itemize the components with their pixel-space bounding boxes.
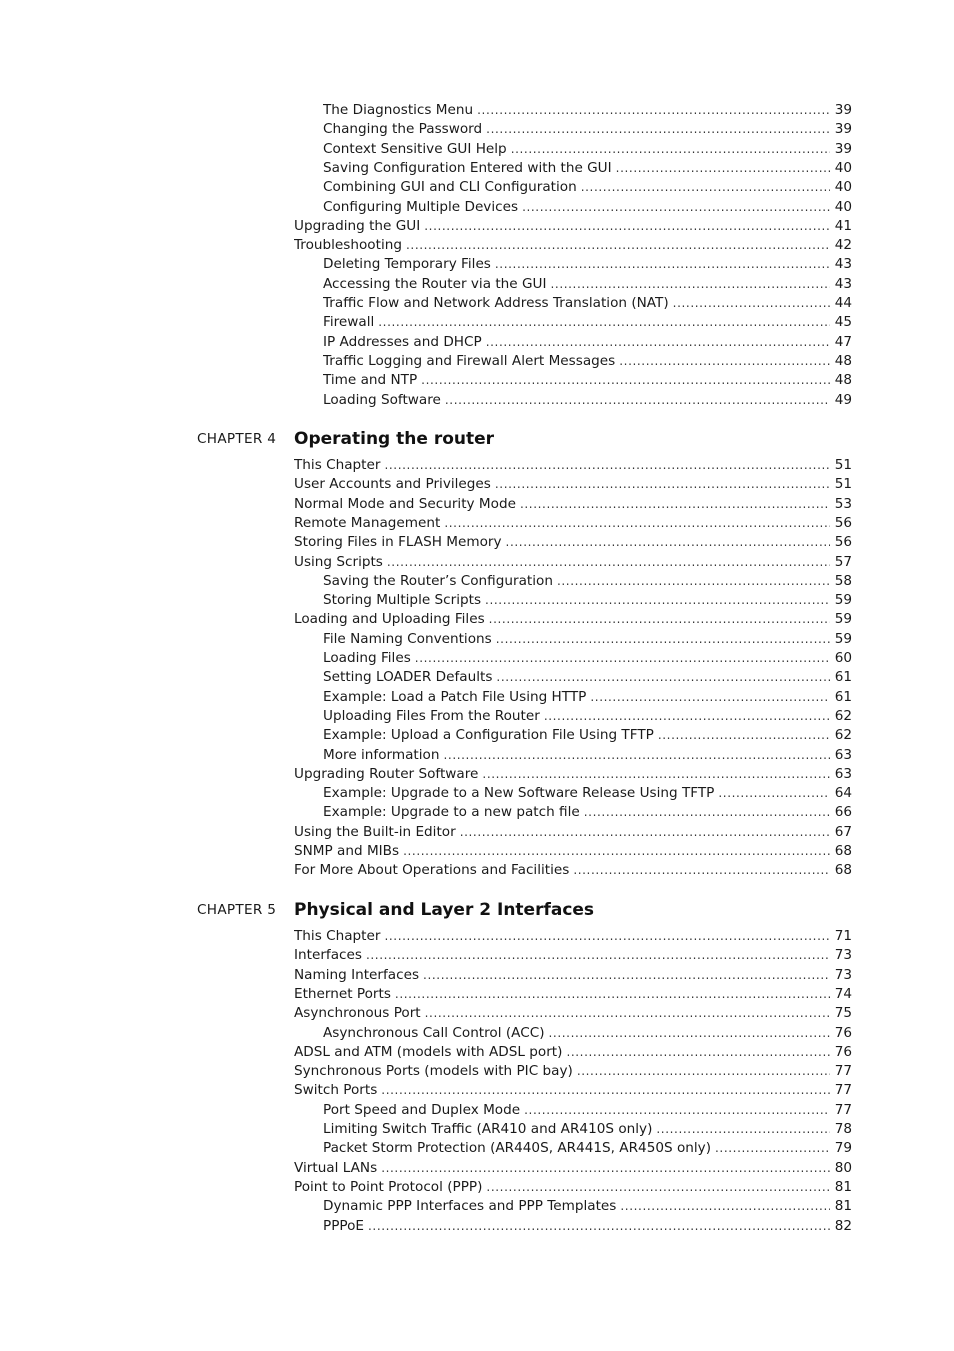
toc-entry[interactable] (323, 255, 852, 274)
dot-leader (495, 255, 830, 274)
toc-entry[interactable] (323, 707, 852, 726)
toc-entry[interactable] (294, 456, 852, 475)
toc-entry-title: Example: Upload a Configuration File Using TFTP (323, 727, 654, 744)
toc-entry[interactable] (294, 514, 852, 533)
toc-entry-title: Example: Load a Patch File Using HTTP (323, 688, 587, 705)
dot-leader (616, 159, 830, 178)
toc-entry-page-number: 67 (834, 823, 852, 840)
toc-entry-title: For More About Operations and Facilities (294, 862, 570, 879)
toc-entry-title: Configuring Multiple Devices (323, 198, 519, 215)
toc-entry-page-number: 40 (834, 159, 852, 176)
toc-entry-title: ADSL and ATM (models with ADSL port) (294, 1043, 563, 1060)
toc-entry-page-number: 59 (834, 611, 852, 628)
toc-entry-title: Saving Configuration Entered with the GUI (323, 159, 612, 176)
toc-entry-title: Firewall (323, 314, 375, 331)
toc-entry[interactable] (323, 1120, 852, 1139)
toc-entry-title: Deleting Temporary Files (323, 256, 491, 273)
toc-entry-page-number: 73 (834, 947, 852, 964)
toc-entry[interactable] (294, 861, 852, 880)
toc-entry[interactable] (323, 784, 852, 803)
toc-entry-page-number: 68 (834, 843, 852, 859)
dot-leader (524, 1101, 830, 1120)
toc-entry-page-number: 51 (834, 457, 852, 473)
toc-entry[interactable] (294, 842, 852, 861)
toc-entry-page-number: 40 (834, 198, 852, 215)
toc-entry-title: Synchronous Ports (models with PIC bay) (294, 1063, 573, 1080)
dot-leader (415, 649, 830, 668)
toc-entry-page-number: 77 (834, 1101, 852, 1118)
toc-entry-title: User Accounts and Privileges (294, 476, 491, 493)
toc-entry-page-number: 58 (834, 572, 852, 589)
toc-entry-title: More information (323, 746, 440, 763)
dot-leader (403, 842, 830, 861)
dot-leader (482, 765, 830, 784)
toc-entry-page-number: 59 (834, 592, 852, 609)
toc-entry-title: Upgrading Router Software (294, 765, 479, 782)
toc-entry-page-number: 45 (834, 314, 852, 331)
toc-entry-page-number: 43 (834, 256, 852, 273)
dot-leader (460, 823, 830, 842)
toc-entry-title: This Chapter (294, 928, 381, 944)
toc-entry[interactable] (323, 140, 852, 159)
toc-entry[interactable] (323, 1101, 852, 1120)
dot-leader (549, 1024, 831, 1043)
toc-entry[interactable] (323, 688, 852, 707)
dot-leader (381, 1159, 830, 1178)
toc-entry-title: Ethernet Ports (294, 985, 391, 1002)
chapter-title: Operating the router (294, 429, 495, 449)
toc-entry-title: Loading and Uploading Files (294, 611, 485, 628)
toc-entry-page-number: 76 (834, 1024, 852, 1041)
toc-entry-page-number: 66 (834, 804, 852, 821)
toc-entry-page-number: 68 (834, 862, 852, 879)
chapter-label: CHAPTER 4 (197, 431, 277, 447)
toc-entry[interactable] (323, 198, 852, 217)
toc-entry-title: Context Sensitive GUI Help (323, 140, 507, 157)
toc-entry[interactable] (294, 610, 852, 629)
toc-entry-page-number: 73 (834, 966, 852, 983)
toc-entry-page-number: 39 (834, 121, 852, 138)
dot-leader (550, 275, 830, 294)
dot-leader (486, 1178, 830, 1197)
dot-leader (366, 946, 830, 965)
dot-leader (395, 985, 830, 1004)
toc-entry[interactable] (323, 333, 852, 352)
toc-entry-title: Naming Interfaces (294, 966, 420, 983)
toc-entry[interactable] (323, 803, 852, 822)
toc-entry[interactable] (323, 1197, 852, 1216)
dot-leader (656, 1120, 830, 1139)
toc-entry-page-number: 42 (834, 237, 852, 254)
toc-entry-title: PPPoE (323, 1217, 365, 1234)
dot-leader (658, 726, 830, 745)
toc-entry-title: Uploading Files From the Router (323, 707, 540, 724)
toc-entry[interactable] (294, 765, 852, 784)
toc-entry-page-number: 47 (834, 333, 852, 350)
toc-entry[interactable] (323, 120, 852, 139)
dot-leader (384, 927, 830, 946)
toc-entry[interactable] (294, 553, 852, 572)
dot-leader (424, 217, 830, 236)
toc-entry-page-number: 39 (834, 102, 852, 118)
toc-entry[interactable] (294, 1004, 852, 1023)
toc-entry[interactable] (323, 101, 852, 120)
toc-entry[interactable] (323, 1217, 852, 1236)
toc-entry-page-number: 44 (834, 295, 852, 311)
toc-entry-page-number: 74 (834, 985, 852, 1002)
dot-leader (384, 456, 830, 475)
toc-entry-title: Accessing the Router via the GUI (323, 275, 547, 292)
toc-entry-title: SNMP and MIBs (294, 843, 400, 859)
toc-entry-page-number: 61 (834, 688, 852, 705)
toc-entry-title: Combining GUI and CLI Configuration (323, 179, 577, 196)
dot-leader (496, 668, 830, 687)
toc-entry-title: Remote Management (294, 514, 441, 531)
toc-entry-title: The Diagnostics Menu (323, 102, 474, 118)
toc-entry-page-number: 39 (834, 140, 852, 157)
toc-entry[interactable] (323, 726, 852, 745)
toc-entry[interactable] (294, 1081, 852, 1100)
toc-entry[interactable] (323, 159, 852, 178)
dot-leader (522, 198, 830, 217)
toc-entry[interactable] (294, 475, 852, 494)
dot-leader (421, 371, 830, 390)
dot-leader (506, 533, 830, 552)
toc-entry[interactable] (323, 1024, 852, 1043)
toc-entry-page-number: 75 (834, 1005, 852, 1022)
toc-entry-page-number: 48 (834, 372, 852, 389)
dot-leader (573, 861, 830, 880)
toc-entry-title: This Chapter (294, 457, 381, 473)
toc-entry-title: Time and NTP (323, 372, 418, 389)
dot-leader (566, 1043, 830, 1062)
dot-leader (486, 333, 830, 352)
toc-entry-title: Changing the Password (323, 121, 483, 138)
toc-entry-title: Example: Upgrade to a new patch file (323, 804, 580, 821)
dot-leader (544, 707, 830, 726)
toc-entry[interactable] (294, 823, 852, 842)
toc-entry-page-number: 51 (834, 476, 852, 493)
dot-leader (444, 514, 830, 533)
toc-entry-page-number: 77 (834, 1063, 852, 1080)
dot-leader (378, 313, 830, 332)
toc-entry-title: Storing Files in FLASH Memory (294, 534, 502, 551)
dot-leader (425, 1004, 830, 1023)
dot-leader (368, 1217, 830, 1236)
toc-entry[interactable] (323, 746, 852, 765)
toc-entry[interactable] (323, 591, 852, 610)
toc-entry-page-number: 56 (834, 534, 852, 551)
toc-entry-page-number: 64 (834, 785, 852, 802)
toc-entry-page-number: 81 (834, 1198, 852, 1215)
toc-entry-title: Dynamic PPP Interfaces and PPP Templates (323, 1198, 617, 1215)
toc-entry-title: Limiting Switch Traffic (AR410 and AR410S only) (323, 1121, 653, 1137)
toc-entry[interactable] (294, 217, 852, 236)
toc-entry[interactable] (294, 1159, 852, 1178)
toc-entry-title: Normal Mode and Security Mode (294, 495, 516, 512)
toc-entry-title: Switch Ports (294, 1082, 378, 1099)
toc-entry-page-number: 62 (834, 727, 852, 744)
toc-entry-title: Setting LOADER Defaults (323, 669, 493, 686)
dot-leader (511, 140, 830, 159)
toc-entry-page-number: 61 (834, 669, 852, 686)
toc-entry-title: Traffic Logging and Firewall Alert Messages (323, 352, 616, 369)
dot-leader (620, 1197, 830, 1216)
toc-entry[interactable] (294, 946, 852, 965)
toc-entry-title: Traffic Flow and Network Address Translation (NAT) (323, 295, 669, 311)
toc-entry[interactable] (323, 352, 852, 371)
dot-leader (673, 294, 830, 313)
dot-leader (584, 803, 830, 822)
toc-entry[interactable] (294, 495, 852, 514)
dot-leader (496, 630, 830, 649)
dot-leader (495, 475, 830, 494)
toc-entry-title: Asynchronous Call Control (ACC) (323, 1024, 545, 1041)
toc-entry[interactable] (323, 275, 852, 294)
toc-entry[interactable] (294, 533, 852, 552)
toc-entry[interactable] (323, 294, 852, 313)
toc-entry[interactable] (323, 668, 852, 687)
dot-leader (485, 591, 830, 610)
dot-leader (445, 391, 830, 410)
toc-entry-title: Packet Storm Protection (AR440S, AR441S, AR450S only) (323, 1140, 711, 1157)
toc-entry-page-number: 53 (834, 495, 852, 512)
toc-entry-page-number: 60 (834, 650, 852, 666)
toc-entry-title: Asynchronous Port (294, 1005, 421, 1022)
toc-entry-title: Using the Built-in Editor (294, 823, 456, 840)
dot-leader (557, 572, 830, 591)
toc-entry-title: Point to Point Protocol (PPP) (294, 1178, 483, 1195)
toc-entry[interactable] (294, 927, 852, 946)
toc-entry[interactable] (323, 572, 852, 591)
toc-entry[interactable] (323, 1139, 852, 1158)
dot-leader (489, 610, 830, 629)
toc-entry-page-number: 77 (834, 1082, 852, 1099)
toc-entry-title: Upgrading the GUI (294, 217, 421, 234)
toc-entry-page-number: 56 (834, 514, 852, 531)
toc-entry-title: Loading Files (323, 650, 411, 666)
toc-entry[interactable] (294, 985, 852, 1004)
toc-entry[interactable] (323, 649, 852, 668)
toc-entry-page-number: 59 (834, 630, 852, 647)
toc-entry[interactable] (294, 1178, 852, 1197)
dot-leader (486, 120, 830, 139)
toc-entry-page-number: 76 (834, 1043, 852, 1060)
toc-entry[interactable] (323, 371, 852, 390)
dot-leader (477, 101, 830, 120)
dot-leader (577, 1062, 830, 1081)
toc-entry-page-number: 48 (834, 352, 852, 369)
toc-entry-title: IP Addresses and DHCP (323, 333, 482, 350)
toc-entry-title: Port Speed and Duplex Mode (323, 1101, 521, 1118)
toc-entry-title: Using Scripts (294, 553, 383, 570)
toc-entry-page-number: 43 (834, 275, 852, 292)
dot-leader (381, 1081, 830, 1100)
toc-entry-page-number: 63 (834, 765, 852, 782)
toc-entry-page-number: 79 (834, 1140, 852, 1157)
toc-entry-title: Storing Multiple Scripts (323, 592, 482, 609)
toc-entry[interactable] (294, 966, 852, 985)
toc-entry-title: Virtual LANs (294, 1159, 378, 1176)
toc-entry[interactable] (294, 1043, 852, 1062)
dot-leader (581, 178, 830, 197)
toc-entry[interactable] (323, 313, 852, 332)
dot-leader (590, 688, 830, 707)
dot-leader (715, 1139, 830, 1158)
dot-leader (423, 966, 830, 985)
toc-entry-page-number: 63 (834, 746, 852, 763)
toc-entry-page-number: 41 (834, 217, 852, 234)
toc-entry-page-number: 80 (834, 1159, 852, 1176)
dot-leader (619, 352, 830, 371)
toc-entry-page-number: 40 (834, 179, 852, 196)
toc-entry[interactable] (294, 1062, 852, 1081)
toc-entry[interactable] (323, 630, 852, 649)
toc-entry-page-number: 62 (834, 707, 852, 724)
toc-entry[interactable] (323, 391, 852, 410)
toc-entry-title: Loading Software (323, 391, 441, 408)
toc-entry-page-number: 71 (834, 928, 852, 944)
dot-leader (520, 495, 830, 514)
chapter-label: CHAPTER 5 (197, 902, 277, 918)
toc-entry-title: Example: Upgrade to a New Software Release Using TFTP (323, 785, 715, 802)
toc-entry-title: Troubleshooting (294, 237, 402, 254)
dot-leader (718, 784, 830, 803)
dot-leader (387, 553, 830, 572)
toc-entry-title: Saving the Router’s Configuration (323, 572, 553, 589)
dot-leader (406, 236, 830, 255)
toc-entry[interactable] (323, 178, 852, 197)
toc-entry-page-number: 49 (834, 391, 852, 408)
dot-leader (443, 746, 830, 765)
toc-entry-title: File Naming Conventions (323, 630, 492, 647)
toc-entry-page-number: 57 (834, 553, 852, 570)
chapter-title: Physical and Layer 2 Interfaces (294, 900, 595, 920)
toc-entry-title: Interfaces (294, 947, 362, 964)
toc-entry-page-number: 82 (834, 1217, 852, 1234)
toc-entry[interactable] (294, 236, 852, 255)
toc-entry-page-number: 78 (834, 1121, 852, 1137)
toc-entry-page-number: 81 (834, 1178, 852, 1195)
